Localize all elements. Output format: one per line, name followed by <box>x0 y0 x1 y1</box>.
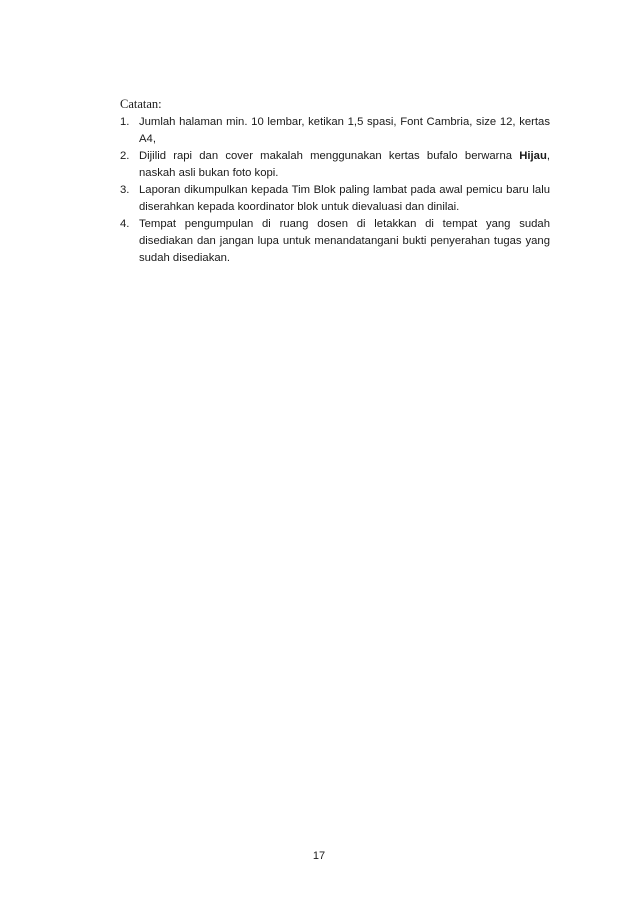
list-item-text: , naskah asli bukan foto kopi. <box>139 150 550 179</box>
list-item <box>120 148 550 182</box>
page-number: 17 <box>312 850 326 862</box>
notes-title: Catatan: <box>120 97 162 111</box>
list-item-text: Laporan dikumpulkan kepada Tim Blok paling lambat pada awal pemicu baru lalu diserahkan kepada koordinator blok untuk dievaluasi dan dinilai. <box>139 184 550 213</box>
list-item <box>120 114 550 148</box>
list-item-number: 3. <box>120 184 130 196</box>
list-item-number: 1. <box>120 116 130 128</box>
list-item <box>120 182 550 216</box>
list-item-text: Dijilid rapi dan cover makalah menggunakan kertas bufalo berwarna <box>139 150 520 162</box>
list-item-number: 4. <box>120 218 130 230</box>
list-item-text: Jumlah halaman min. 10 lembar, ketikan 1,5 spasi, Font Cambria, size 12, kertas A4, <box>139 116 550 145</box>
list-item-number: 2. <box>120 150 130 162</box>
list-item-bold-text: Hijau <box>519 150 547 162</box>
notes-section <box>120 95 550 267</box>
notes-list <box>120 114 550 267</box>
list-item <box>120 216 550 267</box>
list-item-text: Tempat pengumpulan di ruang dosen di letakkan di tempat yang sudah disediakan dan jangan lupa untuk menandatangani bukti penyerahan tugas yang sudah disediakan. <box>139 218 550 264</box>
